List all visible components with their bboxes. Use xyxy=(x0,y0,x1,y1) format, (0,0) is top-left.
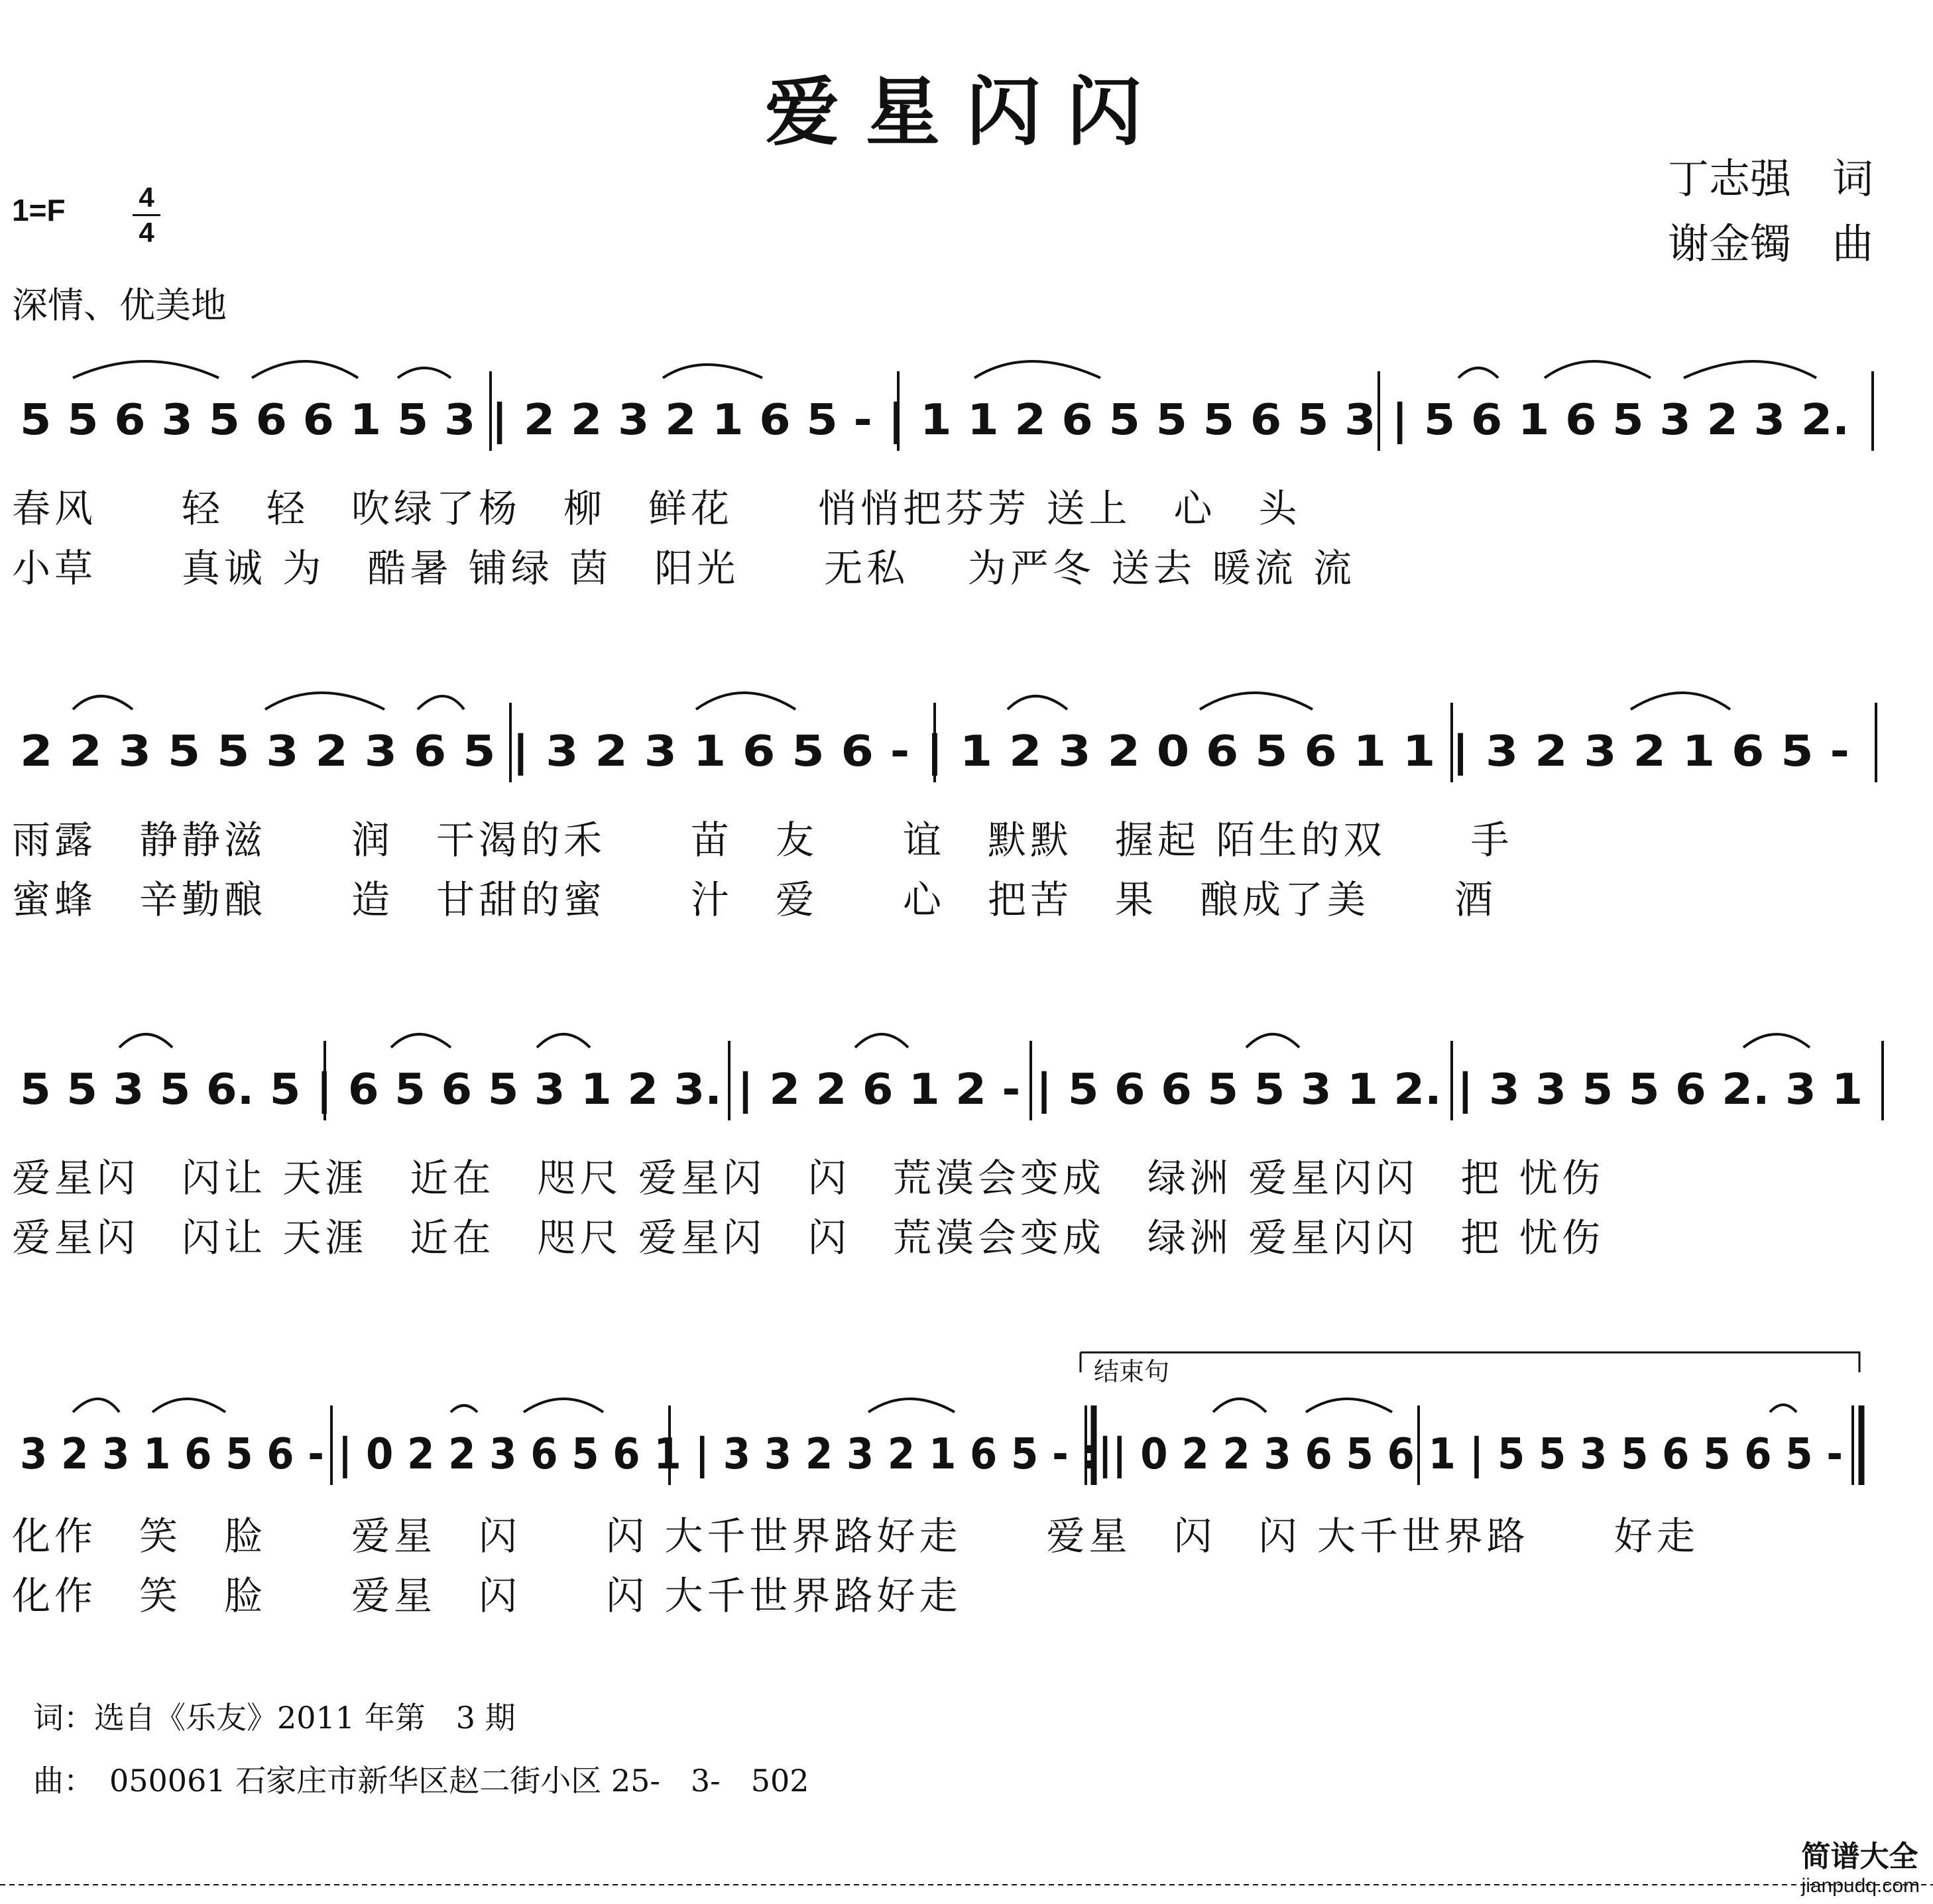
tempo-marking: 深情、优美地 xyxy=(12,284,227,326)
ending-label: 结束句 xyxy=(1094,1357,1170,1386)
site-logo-url: jianpudq.com xyxy=(1801,1875,1920,1897)
score-row-3 xyxy=(0,1008,1933,1326)
composer: 谢金镯 曲 xyxy=(1667,219,1873,268)
notes-row-1: 5 5 6 3 5 6 6 1 5 3 | 2 2 3 2 1 6 5 - | 1 1 2 6 5 5 5 6 5 3 | 5 6 1 6 5 3 2 3 2. xyxy=(20,396,1849,445)
site-logo xyxy=(1802,1832,1920,1897)
lyric-row-4-verse-2: 化作 笑 脸 爱星 闪 闪 大千世界路好走 xyxy=(12,1573,962,1618)
score-row-2 xyxy=(0,670,1933,988)
time-bottom: 4 xyxy=(139,217,154,248)
lyric-row-2-verse-2: 蜜蜂 辛勤酿 造 甘甜的蜜 汁 爱 心 把苦 果 酿成了美 酒 xyxy=(12,877,1497,922)
bottom-dashed-rule xyxy=(0,1881,1933,1888)
key-signature: 1=F xyxy=(12,193,66,227)
time-divider xyxy=(133,214,160,216)
lyric-row-4-verse-1: 化作 笑 脸 爱星 闪 闪 大千世界路好走 爱星 闪 闪 大千世界路 好走 xyxy=(12,1514,1699,1559)
site-logo-name: 简谱大全 xyxy=(1801,1840,1918,1873)
lyricist: 丁志强 词 xyxy=(1667,154,1873,203)
lyric-row-1-verse-2: 小草 真诚 为 酷暑 铺绿 茵 阳光 无私 为严冬 送去 暖流 流 xyxy=(12,546,1356,591)
lyric-row-2-verse-1: 雨露 静静滋 润 干渴的禾 苗 友 谊 默默 握起 陌生的双 手 xyxy=(12,817,1513,863)
notes-row-4: 3 2 3 1 6 5 6 - | 0 2 2 3 6 5 6 1 | 3 3 2 3 2 1 6 5 - :|| 0 2 2 3 6 5 6 1 | 5 5 3 5 6 5 6 5 - xyxy=(20,1430,1843,1479)
lyric-row-3-verse-2: 爱星闪 闪让 天涯 近在 咫尺 爱星闪 闪 荒漠会变成 绿洲 爱星闪闪 把 忧伤 xyxy=(12,1215,1604,1260)
lyric-source-note: 词：选自《乐友》2011 年第 3 期 xyxy=(33,1700,516,1736)
song-title: 爱星闪闪 xyxy=(765,69,1168,156)
notes-row-3: 5 5 3 5 6. 5 | 6 5 6 5 3 1 2 3. | 2 2 6 1 2 - | 5 6 6 5 5 3 1 2. | 3 3 5 5 6 2. 3 1 xyxy=(20,1065,1863,1114)
score-row-4 xyxy=(0,1346,1933,1651)
score-row-1 xyxy=(0,338,1933,656)
time-signature xyxy=(133,182,160,248)
notes-row-2: 2 2 3 5 5 3 2 3 6 5 | 3 2 3 1 6 5 6 - | 1 2 3 2 0 6 5 6 1 1 | 3 2 3 2 1 6 5 - xyxy=(20,727,1850,776)
lyric-row-3-verse-1: 爱星闪 闪让 天涯 近在 咫尺 爱星闪 闪 荒漠会变成 绿洲 爱星闪闪 把 忧伤 xyxy=(12,1156,1604,1201)
ending-bracket xyxy=(1081,1352,1859,1372)
lyric-row-1-verse-1: 春风 轻 轻 吹绿了杨 柳 鲜花 悄悄把芬芳 送上 心 头 xyxy=(12,486,1301,531)
time-top: 4 xyxy=(139,182,154,213)
composer-address-note: 曲： 050061 石家庄市新华区赵二街小区 25- 3- 502 xyxy=(33,1763,809,1799)
